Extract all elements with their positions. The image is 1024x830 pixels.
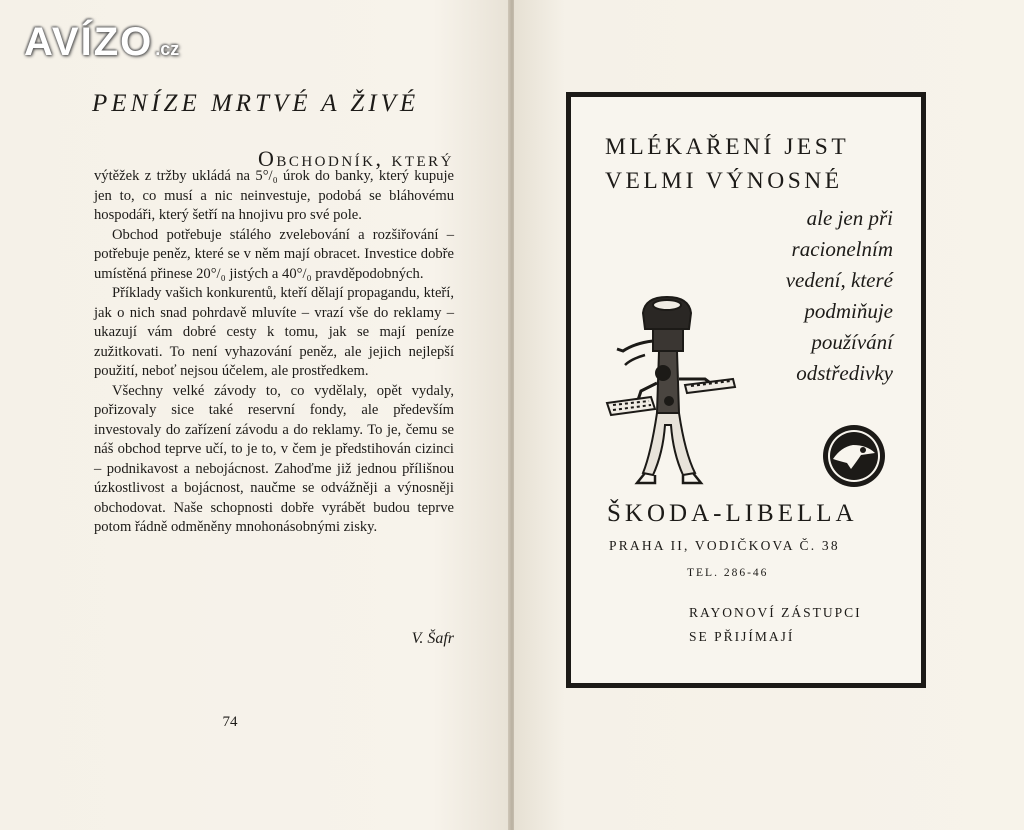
article-lead-words: Obchodník, který (257, 146, 454, 171)
ad-phone: TEL. 286-46 (687, 567, 769, 579)
article-paragraph: Všechny velké závody to, co vydělaly, opět vydaly, pořizovaly sice také reservní fondy, ale především investovaly do zařízení závodu a do reklamy. To je, čemu se náš obchod teprve učí, to je to, v čem je předstihován cizinci – podnikavost a nebojácnost. Zahoďme již jednou přílišnou úzkostlivost a bojácnost, naučme se odvážněji a výnosněji obchodovat. Naše schopnosti dobře vyrábět budou teprve potom řádně odměněny mnohonásobnými zisky. (94, 382, 454, 535)
ad-note: RAYONOVÍ ZÁSTUPCI SE PŘIJÍMAJÍ (689, 605, 862, 644)
ad-headline: MLÉKAŘENÍ JEST VELMI VÝNOSNÉ (605, 134, 850, 194)
page-number: 74 (222, 714, 238, 730)
article-paragraph: výtěžek z tržby ukládá na 5°/₀ úrok do banky, který kupuje jen to, co musí a nic neinvestuje, podobá se bláhovému hospodáři, který šetří na hnojivu pro své pole. (94, 168, 454, 223)
watermark-logo (24, 22, 179, 69)
article-paragraph: Obchod potřebuje stálého zvelebování a rozšiřování – potřebuje peněz, které se v něm mají obracet. Investice dobře umístěná přinese 20°/₀ jistých a 40°/₀ pravděpodobných. (94, 226, 454, 282)
advertisement-frame (566, 92, 926, 688)
watermark-brand: AVÍZO (24, 20, 154, 64)
article-author: V. Šafr (411, 630, 454, 647)
ad-tagline: ale jen při racionelním vedení, které podmiňuje používání odstředivky (785, 206, 893, 385)
skoda-winged-arrow-logo-icon (821, 423, 887, 494)
article-paragraph: Příklady vašich konkurentů, kteří dělají propagandu, kteří, jak o nich snad pohrdavě mluvíte – vrazí vše do reklamy – ukazují vám dobré cesty k tomu, jak se mají peníze zužitkovati. To není vyhazování peněz, ale jejich nejlepší použití, neboť nejsou účelem, ale prostředkem. (94, 285, 454, 379)
ad-brand-name: ŠKODA-LIBELLA (607, 500, 858, 527)
left-page (0, 0, 510, 830)
ad-address: PRAHA II, VODIČKOVA Č. 38 (609, 538, 840, 553)
watermark-suffix: .cz (155, 39, 180, 59)
article-body (94, 167, 454, 538)
cream-separator-machine-icon (605, 293, 740, 498)
article-title: PENÍZE MRTVÉ A ŽIVÉ (92, 90, 420, 117)
